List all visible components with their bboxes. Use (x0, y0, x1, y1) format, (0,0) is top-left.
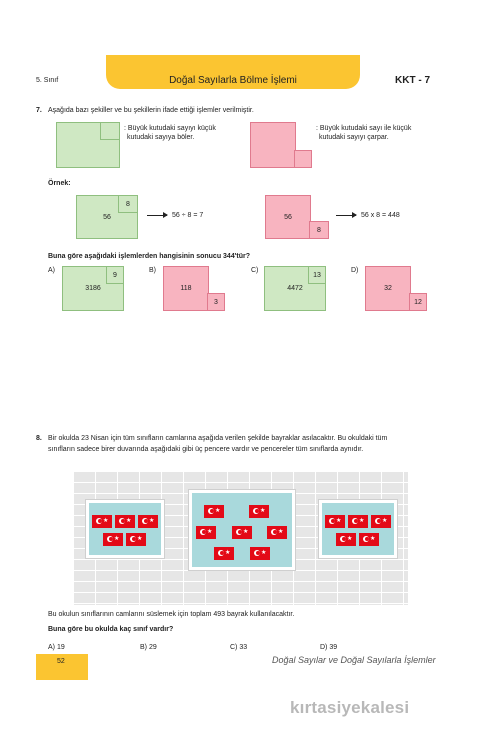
q7-option-d-small-box (409, 293, 427, 311)
q8-option-a[interactable]: A) 19 (48, 644, 65, 651)
q8-text-2: sınıfların sadece birer duvarında aşağıdaki gibi üç pencere vardır ve pencereler tüm sınıflarda aynıdır. (48, 446, 364, 453)
example-pink-result: 56 x 8 = 448 (361, 212, 400, 219)
q7-option-d-big-value: 32 (384, 285, 392, 292)
q7-option-a-big-value: 3186 (85, 285, 101, 292)
turkish-flag-icon: ★ (336, 533, 356, 546)
q7-option-c-small-box (308, 266, 326, 284)
example-pink-small-box (309, 221, 329, 239)
turkish-flag-icon: ★ (232, 526, 252, 539)
turkish-flag-icon: ★ (196, 526, 216, 539)
q7-option-c-big-value: 4472 (287, 285, 303, 292)
q7-option-b-small-value: 3 (214, 298, 218, 306)
q8-option-d[interactable]: D) 39 (320, 644, 338, 651)
q8-option-c[interactable]: C) 33 (230, 644, 248, 651)
rule-pink-big-box (250, 122, 296, 168)
q7-option-d-small-value: 12 (414, 298, 422, 306)
page-title: Doğal Sayılarla Bölme İşlemi (169, 75, 297, 86)
rule-green-text-2: kutudaki sayıya böler. (127, 134, 195, 141)
rule-green-text-1: : Büyük kutudaki sayıyı küçük (124, 125, 216, 132)
rule-pink-small-box (294, 150, 312, 168)
q7-option-c-small-value: 13 (313, 271, 321, 279)
example-pink-small-value: 8 (317, 226, 321, 234)
turkish-flag-icon: ★ (138, 515, 158, 528)
arrow-icon (336, 215, 356, 216)
example-green-small-value: 8 (126, 200, 130, 208)
q7-option-b-small-box (207, 293, 225, 311)
q7-option-d-letter[interactable]: D) (351, 267, 359, 274)
q7-question: Buna göre aşağıdaki işlemlerden hangisinin sonucu 344'tür? (48, 253, 250, 260)
q7-option-d-big-box (365, 266, 411, 311)
q7-text: Aşağıda bazı şekiller ve bu şekillerin ifade ettiği işlemler verilmiştir. (48, 107, 254, 114)
window-left (86, 500, 164, 558)
turkish-flag-icon: ★ (115, 515, 135, 528)
q8-option-b[interactable]: B) 29 (140, 644, 157, 651)
q7-option-a-small-value: 9 (113, 271, 117, 279)
turkish-flag-icon: ★ (371, 515, 391, 528)
q7-number: 7. (36, 107, 42, 114)
test-code: KKT - 7 (395, 75, 430, 86)
q7-option-a-small-box (106, 266, 124, 284)
turkish-flag-icon: ★ (359, 533, 379, 546)
window-middle (189, 490, 295, 570)
rule-pink-text-1: : Büyük kutudaki sayı ile küçük (316, 125, 412, 132)
turkish-flag-icon: ★ (204, 505, 224, 518)
turkish-flag-icon: ★ (348, 515, 368, 528)
grade-label: 5. Sınıf (36, 77, 59, 84)
q7-option-b-big-box (163, 266, 209, 311)
watermark-logo: kırtasiyekalesi (290, 698, 410, 717)
q7-option-b-big-value: 118 (180, 285, 192, 292)
q7-option-a-letter[interactable]: A) (48, 267, 55, 274)
arrow-icon (147, 215, 167, 216)
q8-question: Buna göre bu okulda kaç sınıf vardır? (48, 626, 174, 633)
page-number: 52 (57, 658, 65, 665)
turkish-flag-icon: ★ (250, 547, 270, 560)
q8-text-1: Bir okulda 23 Nisan için tüm sınıfların camlarına aşağıda verilen şekilde bayraklar asılacaktır. Bu okuldaki tüm (48, 435, 388, 442)
rule-pink-text-2: kutudaki sayıyı çarpar. (319, 134, 389, 141)
rule-green-small-box (100, 122, 120, 140)
q8-number: 8. (36, 435, 42, 442)
turkish-flag-icon: ★ (249, 505, 269, 518)
window-right (319, 500, 397, 558)
example-pink-big-value: 56 (284, 213, 292, 221)
turkish-flag-icon: ★ (126, 533, 146, 546)
q8-info: Bu okulun sınıflarının camlarını süslemek için toplam 493 bayrak kullanılacaktır. (48, 611, 295, 618)
turkish-flag-icon: ★ (214, 547, 234, 560)
turkish-flag-icon: ★ (92, 515, 112, 528)
example-green-big-value: 56 (103, 213, 111, 221)
example-green-small-box (118, 195, 138, 213)
book-title: Doğal Sayılar ve Doğal Sayılarla İşlemler (272, 655, 436, 665)
example-green-result: 56 ÷ 8 = 7 (172, 212, 204, 219)
q7-option-b-letter[interactable]: B) (149, 267, 156, 274)
turkish-flag-icon: ★ (103, 533, 123, 546)
turkish-flag-icon: ★ (325, 515, 345, 528)
example-label: Örnek: (48, 180, 71, 187)
turkish-flag-icon: ★ (267, 526, 287, 539)
q7-option-c-letter[interactable]: C) (251, 267, 259, 274)
example-pink-big-box (265, 195, 311, 239)
